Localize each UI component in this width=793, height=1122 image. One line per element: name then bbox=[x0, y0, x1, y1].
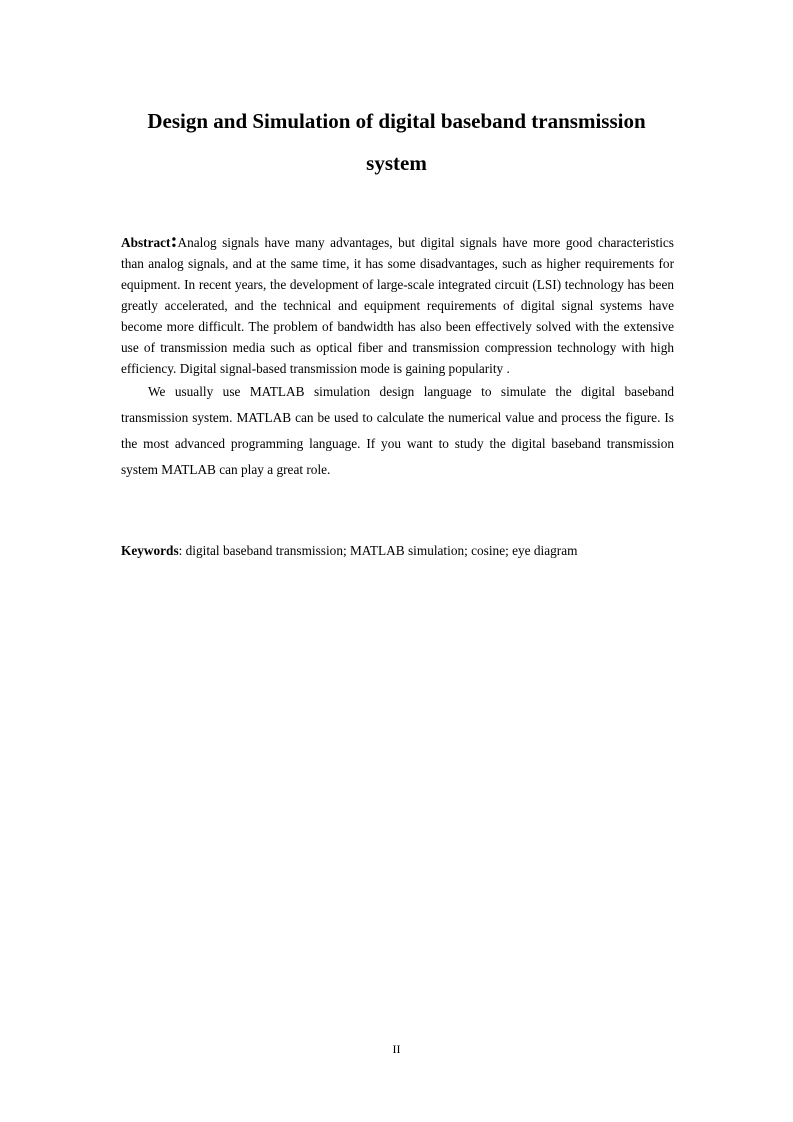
keywords-line bbox=[121, 541, 674, 561]
title-line-2: system bbox=[366, 151, 427, 175]
keywords-label: Keywords bbox=[121, 543, 179, 558]
abstract-paragraph-2: We usually use MATLAB simulation design language to simulate the digital baseband transmission system. MATLAB can be used to calculate the numerical value and process the figure. Is the most advanced programming language. If you want to study the digital baseband transmission system MATLAB can play a great role. bbox=[121, 384, 674, 477]
abstract-section bbox=[121, 228, 674, 483]
document-title bbox=[100, 100, 693, 184]
title-line-1: Design and Simulation of digital baseband transmission bbox=[147, 109, 646, 133]
abstract-label: Abstract bbox=[121, 235, 171, 250]
abstract-colon: : bbox=[170, 228, 178, 252]
page-number: II bbox=[392, 1042, 401, 1056]
abstract-paragraph-1 bbox=[121, 228, 674, 379]
abstract-paragraph-1-text: Analog signals have many advantages, but digital signals have more good characteristics than analog signals, and at the same time, it has some disadvantages, such as higher requirements for equipment. In recent years, the development of large-scale integrated circuit (LSI) technology has been greatly accelerated, and the technical and equipment requirements of digital signal systems have become more difficult. The problem of bandwidth has also been effectively solved with the extensive use of transmission media such as optical fiber and transmission compression technology with high efficiency. Digital signal-based transmission mode is gaining popularity . bbox=[121, 235, 674, 376]
keywords-text: : digital baseband transmission; MATLAB simulation; cosine; eye diagram bbox=[178, 543, 578, 558]
